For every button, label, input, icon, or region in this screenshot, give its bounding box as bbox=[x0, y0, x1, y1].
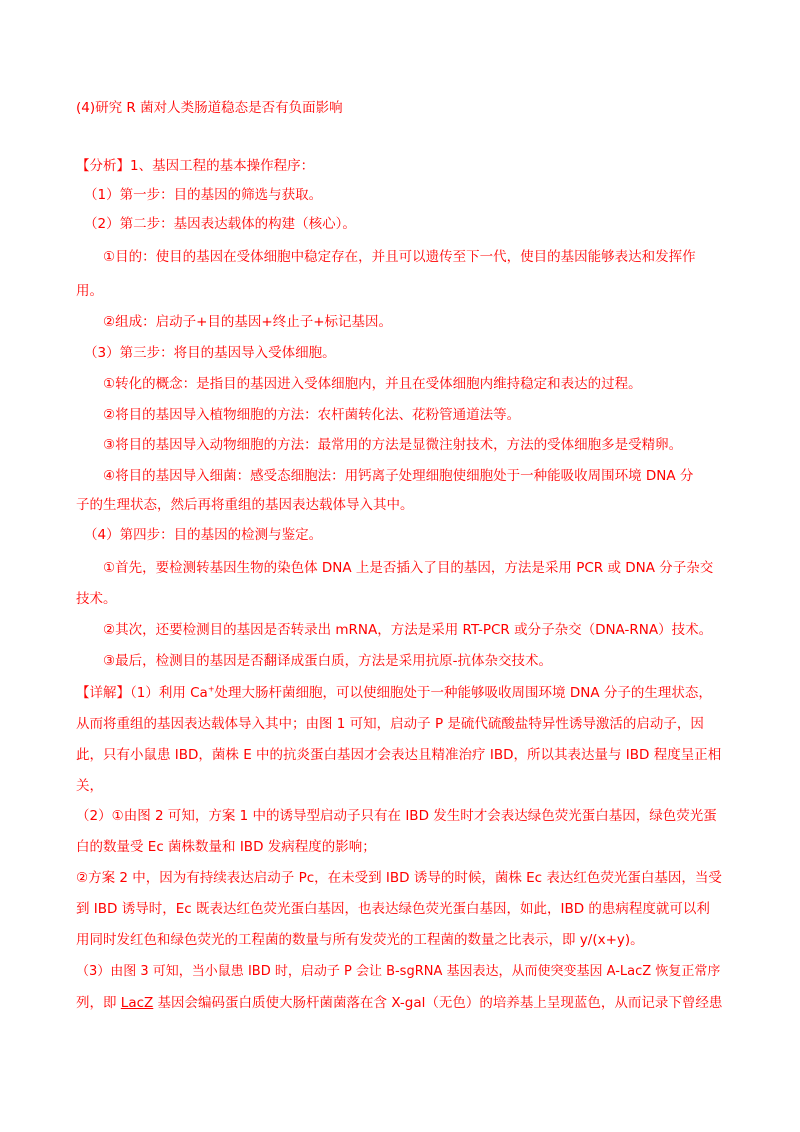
detail-p2-line2: 白的数量受 Ec 菌株数量和 IBD 发病程度的影响； bbox=[76, 839, 376, 855]
analysis-step2: （2）第二步：基因表达载体的构建（核心）。 bbox=[84, 216, 356, 232]
analysis-step3-bacteria: ④将目的基因导入细菌：感受态细胞法：用钙离子处理细胞使细胞处于一种能吸收周围环境 DNA 分 bbox=[103, 468, 694, 484]
detail-p2-line4: 到 IBD 诱导时，Ec 既表达红色荧光蛋白基因，也表达绿色荧光蛋白基因，如此，IBD 的患病程度就可以利 bbox=[76, 901, 710, 917]
analysis-step1: （1）第一步：目的基因的筛选与获取。 bbox=[84, 187, 323, 203]
analysis-step3-concept: ①转化的概念：是指目的基因进入受体细胞内，并且在受体细胞内维持稳定和表达的过程。 bbox=[103, 376, 642, 392]
superscript-plus: + bbox=[207, 684, 215, 694]
analysis-step3-bacteria-cont: 子的生理状态，然后再将重组的基因表达载体导入其中。 bbox=[76, 497, 414, 513]
analysis-step2-composition: ②组成：启动子+目的基因+终止子+标记基因。 bbox=[103, 314, 393, 330]
lacz-underlined: LacZ bbox=[120, 995, 154, 1011]
detail-p3-line1: （3）由图 3 可知，当小鼠患 IBD 时，启动子 P 会让 B-sgRNA 基因表达，从而使突变基因 A-LacZ 恢复正常序 bbox=[76, 964, 721, 979]
analysis-step2-purpose: ①目的：使目的基因在受体细胞中稳定存在，并且可以遗传至下一代，使目的基因能够表达和发挥作 bbox=[103, 249, 696, 265]
analysis-step4-third: ③最后，检测目的基因是否翻译成蛋白质，方法是采用抗原-抗体杂交技术。 bbox=[103, 653, 552, 669]
analysis-heading: 【分析】 bbox=[76, 158, 130, 174]
detail-p2-line1: （2）①由图 2 可知，方案 1 中的诱导型启动子只有在 IBD 发生时才会表达绿色荧光蛋白基因，绿色荧光蛋 bbox=[76, 808, 717, 824]
analysis-step4: （4）第四步：目的基因的检测与鉴定。 bbox=[84, 527, 323, 543]
analysis-step4-first-cont: 技术。 bbox=[76, 591, 117, 607]
detail-p1-line4: 关， bbox=[76, 778, 103, 794]
detail-p3-line2: 列，即 LacZ 基因会编码蛋白质使大肠杆菌菌落在含 X-gal（无色）的培养基上呈现蓝色，从而记录下曾经患 bbox=[76, 995, 723, 1011]
analysis-first-line bbox=[76, 156, 314, 176]
analysis-step4-second: ②其次，还要检测目的基因是否转录出 mRNA，方法是采用 RT-PCR 或分子杂交（DNA-RNA）技术。 bbox=[103, 622, 713, 638]
detail-p2-line5: 用同时发红色和绿色荧光的工程菌的数量与所有发荧光的工程菌的数量之比表示，即 y/(x+y)。 bbox=[76, 932, 644, 948]
question-tail: (4)研究 R 菌对人类肠道稳态是否有负面影响 bbox=[76, 100, 343, 116]
analysis-step3: （3）第三步：将目的基因导入受体细胞。 bbox=[84, 345, 336, 361]
analysis-step4-first: ①首先，要检测转基因生物的染色体 DNA 上是否插入了目的基因，方法是采用 PCR 或 DNA 分子杂交 bbox=[103, 560, 714, 576]
detail-first-line: 【详解】（1）利用 Ca+处理大肠杆菌细胞，可以使细胞处于一种能够吸收周围环境 DNA 分子的生理状态， bbox=[76, 684, 712, 701]
detail-p2-line3: ②方案 2 中，因为有持续表达启动子 Pc，在未受到 IBD 诱导的时候，菌株 Ec 表达红色荧光蛋白基因，当受 bbox=[76, 870, 722, 886]
analysis-step3-animal: ③将目的基因导入动物细胞的方法：最常用的方法是显微注射技术，方法的受体细胞多是受精卵。 bbox=[103, 437, 683, 453]
analysis-intro: 1、基因工程的基本操作程序： bbox=[130, 158, 315, 174]
detail-heading: 【详解】 bbox=[76, 685, 130, 701]
detail-p1-line3: 此，只有小鼠患 IBD，菌株 E 中的抗炎蛋白基因才会表达且精准治疗 IBD，所以其表达量与 IBD 程度呈正相 bbox=[76, 747, 722, 763]
detail-p1-line2: 从而将重组的基因表达载体导入其中；由图 1 可知，启动子 P 是硫代硫酸盐特异性诱导激活的启动子，因 bbox=[76, 716, 704, 732]
analysis-step2-purpose-cont: 用。 bbox=[76, 283, 103, 299]
analysis-step3-plant: ②将目的基因导入植物细胞的方法：农杆菌转化法、花粉管通道法等。 bbox=[103, 407, 521, 423]
